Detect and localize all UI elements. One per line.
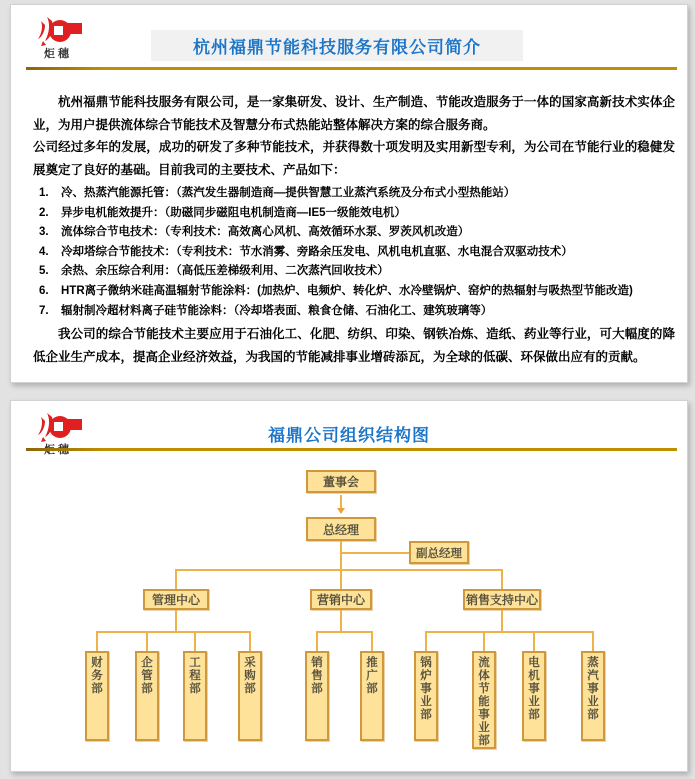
connector-line bbox=[533, 631, 535, 651]
list-item: 2. 异步电机能效提升：（助磁同步磁阻电机制造商—IE5一级能效电机） bbox=[39, 206, 407, 219]
company-logo bbox=[29, 13, 87, 60]
connector-line bbox=[194, 631, 196, 651]
org-node-finance-dept: 财务部 bbox=[85, 651, 109, 741]
org-node-general-manager: 总经理 bbox=[306, 517, 376, 541]
connector-line bbox=[175, 569, 177, 589]
connector-line bbox=[501, 569, 503, 589]
intro-paragraph-3: 我公司的综合节能技术主要应用于石油化工、化肥、纺织、印染、钢铁冶炼、造纸、药业等行业，可大幅度的降低企业生产成本，提高企业经济效益，为我国的节能减排事业增砖添瓦，为全球的低碳、环保做出应有的贡献。 bbox=[33, 327, 675, 364]
product-list bbox=[39, 184, 675, 321]
arrow-down-icon bbox=[337, 508, 345, 514]
page1-title-band bbox=[151, 30, 523, 61]
connector-line bbox=[592, 631, 594, 651]
page2-title: 福鼎公司组织结构图 bbox=[268, 426, 430, 445]
connector-line bbox=[340, 495, 342, 508]
list-item: 7. 辐射制冷超材料离子硅节能涂料：（冷却塔表面、粮食仓储、石油化工、建筑玻璃等） bbox=[39, 304, 493, 317]
org-node-sales-support-center: 销售支持中心 bbox=[463, 589, 541, 610]
org-node-management-center: 管理中心 bbox=[143, 589, 209, 610]
connector-line bbox=[340, 610, 342, 631]
connector-line bbox=[249, 631, 251, 651]
org-node-boiler-division: 锅炉事业部 bbox=[414, 651, 438, 741]
list-item: 5. 余热、余压综合利用：（高低压差梯级利用、二次蒸汽回收技术） bbox=[39, 265, 389, 278]
org-node-steam-division: 蒸汽事业部 bbox=[581, 651, 605, 741]
org-node-sales-dept: 销售部 bbox=[305, 651, 329, 741]
org-node-board: 董事会 bbox=[306, 470, 376, 493]
org-node-motor-division: 电机事业部 bbox=[522, 651, 546, 741]
page-org-chart bbox=[10, 400, 688, 772]
org-chart bbox=[11, 401, 687, 771]
list-item: 1. 冷、热蒸汽能源托管：（蒸汽发生器制造商—提供智慧工业蒸汽系统及分布式小型热能站） bbox=[39, 187, 516, 199]
intro-paragraph-1: 杭州福鼎节能科技服务有限公司，是一家集研发、设计、生产制造、节能改造服务于一体的国家高新技术实体企业，为用户提供流体综合节能技术及智慧分布式热能站整体解决方案的综合服务商。 bbox=[33, 95, 675, 132]
list-item: 6. HTR离子微纳米硅高温辐射节能涂料：(加热炉、电频炉、转化炉、水冷壁锅炉、窑炉的热辐射与吸热型节能改造) bbox=[39, 284, 633, 297]
connector-line bbox=[316, 631, 318, 651]
connector-line bbox=[97, 631, 251, 633]
connector-line bbox=[425, 631, 427, 651]
list-item: 3. 流体综合节电技术：（专利技术：高效离心风机、高效循环水泵、罗茨风机改造） bbox=[39, 226, 470, 239]
page1-title: 杭州福鼎节能科技服务有限公司简介 bbox=[193, 38, 481, 57]
connector-line bbox=[341, 552, 409, 554]
connector-line bbox=[146, 631, 148, 651]
connector-line bbox=[96, 631, 98, 651]
connector-line bbox=[426, 631, 594, 633]
logo-brand-text: 炬穗 bbox=[44, 48, 72, 60]
org-node-marketing-center: 营销中心 bbox=[310, 589, 372, 610]
connector-line bbox=[176, 569, 503, 571]
connector-line bbox=[371, 631, 373, 651]
org-node-promotion-dept: 推广部 bbox=[360, 651, 384, 741]
connector-line bbox=[340, 541, 342, 589]
intro-paragraph-2: 公司经过多年的发展，成功的研发了多种节能技术，并获得数十项发明及实用新型专利，为公司在节能行业的稳健发展奠定了良好的基础。目前我司的主要技术、产品如下： bbox=[33, 140, 675, 177]
org-node-enterprise-mgmt-dept: 企管部 bbox=[135, 651, 159, 741]
connector-line bbox=[175, 610, 177, 631]
connector-line bbox=[483, 631, 485, 651]
header-gold-rule bbox=[26, 67, 677, 70]
org-node-deputy-gm: 副总经理 bbox=[409, 541, 469, 564]
org-node-procurement-dept: 采购部 bbox=[238, 651, 262, 741]
org-node-engineering-dept: 工程部 bbox=[183, 651, 207, 741]
list-item: 4. 冷却塔综合节能技术：（专利技术：节水消雾、旁路余压发电、风机电机直驱、水电混合双驱动技术） bbox=[39, 245, 573, 258]
connector-line bbox=[317, 631, 373, 633]
connector-line bbox=[501, 610, 503, 631]
torch-flame-icon bbox=[33, 13, 83, 49]
org-node-fluid-energy-division: 流体节能事业部 bbox=[472, 651, 496, 749]
page-company-intro bbox=[10, 4, 688, 383]
intro-body bbox=[33, 91, 675, 368]
